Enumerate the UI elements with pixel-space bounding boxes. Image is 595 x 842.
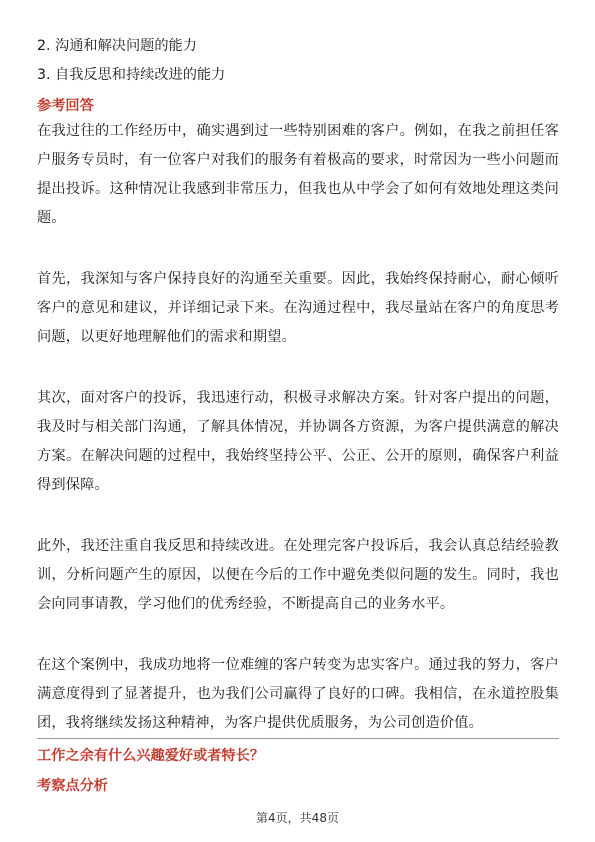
page-footer: 第4页，共48页 — [256, 811, 339, 825]
answer-paragraph-2: 首先，我深知与客户保持良好的沟通至关重要。因此，我始终保持耐心，耐心倾听客户的意见和建议，并详细记录下来。在沟通过程中，我尽量站在客户的角度思考问题，以更好地理解他们的需求和期望。 — [37, 271, 559, 345]
next-question-heading: 工作之余有什么兴趣爱好或者特长？ — [37, 748, 265, 764]
section-divider — [37, 738, 559, 739]
answer-paragraph-4: 此外，我还注重自我反思和持续改进。在处理完客户投诉后，我会认真总结经验教训，分析问题产生的原因，以便在今后的工作中避免类似问题的发生。同时，我也会向同事请教，学习他们的优秀经验，不断提高自己的业务水平。 — [37, 538, 559, 612]
answer-label: 参考回答 — [37, 98, 94, 114]
answer-paragraph-1: 在我过往的工作经历中，确实遇到过一些特别困难的客户。例如，在我之前担任客户服务专员时，有一位客户对我们的服务有着极高的要求，时常因为一些小问题而提出投诉。这种情况让我感到非常压力，但我也从中学会了如何有效地处理这类问题。 — [37, 123, 559, 226]
answer-paragraph-3: 其次，面对客户的投诉，我迅速行动，积极寻求解决方案。针对客户提出的问题，我及时与相关部门沟通，了解具体情况，并协调各方资源，为客户提供满意的解决方案。在解决问题的过程中，我始终坚持公平、公正、公开的原则，确保客户利益得到保障。 — [37, 390, 559, 493]
answer-body — [37, 117, 559, 770]
answer-paragraph-5: 在这个案例中，我成功地将一位难缠的客户转变为忠实客户。通过我的努力，客户满意度得到了显著提升，也为我们公司赢得了良好的口碑。我相信，在永道控股集团，我将继续发扬这种精神，为客户提供优质服务，为公司创造价值。 — [37, 657, 559, 731]
list-item-communication: 2. 沟通和解决问题的能力 — [37, 38, 197, 54]
analysis-label: 考察点分析 — [37, 778, 108, 794]
list-item-reflection: 3. 自我反思和持续改进的能力 — [37, 67, 226, 83]
document-page — [37, 0, 559, 842]
